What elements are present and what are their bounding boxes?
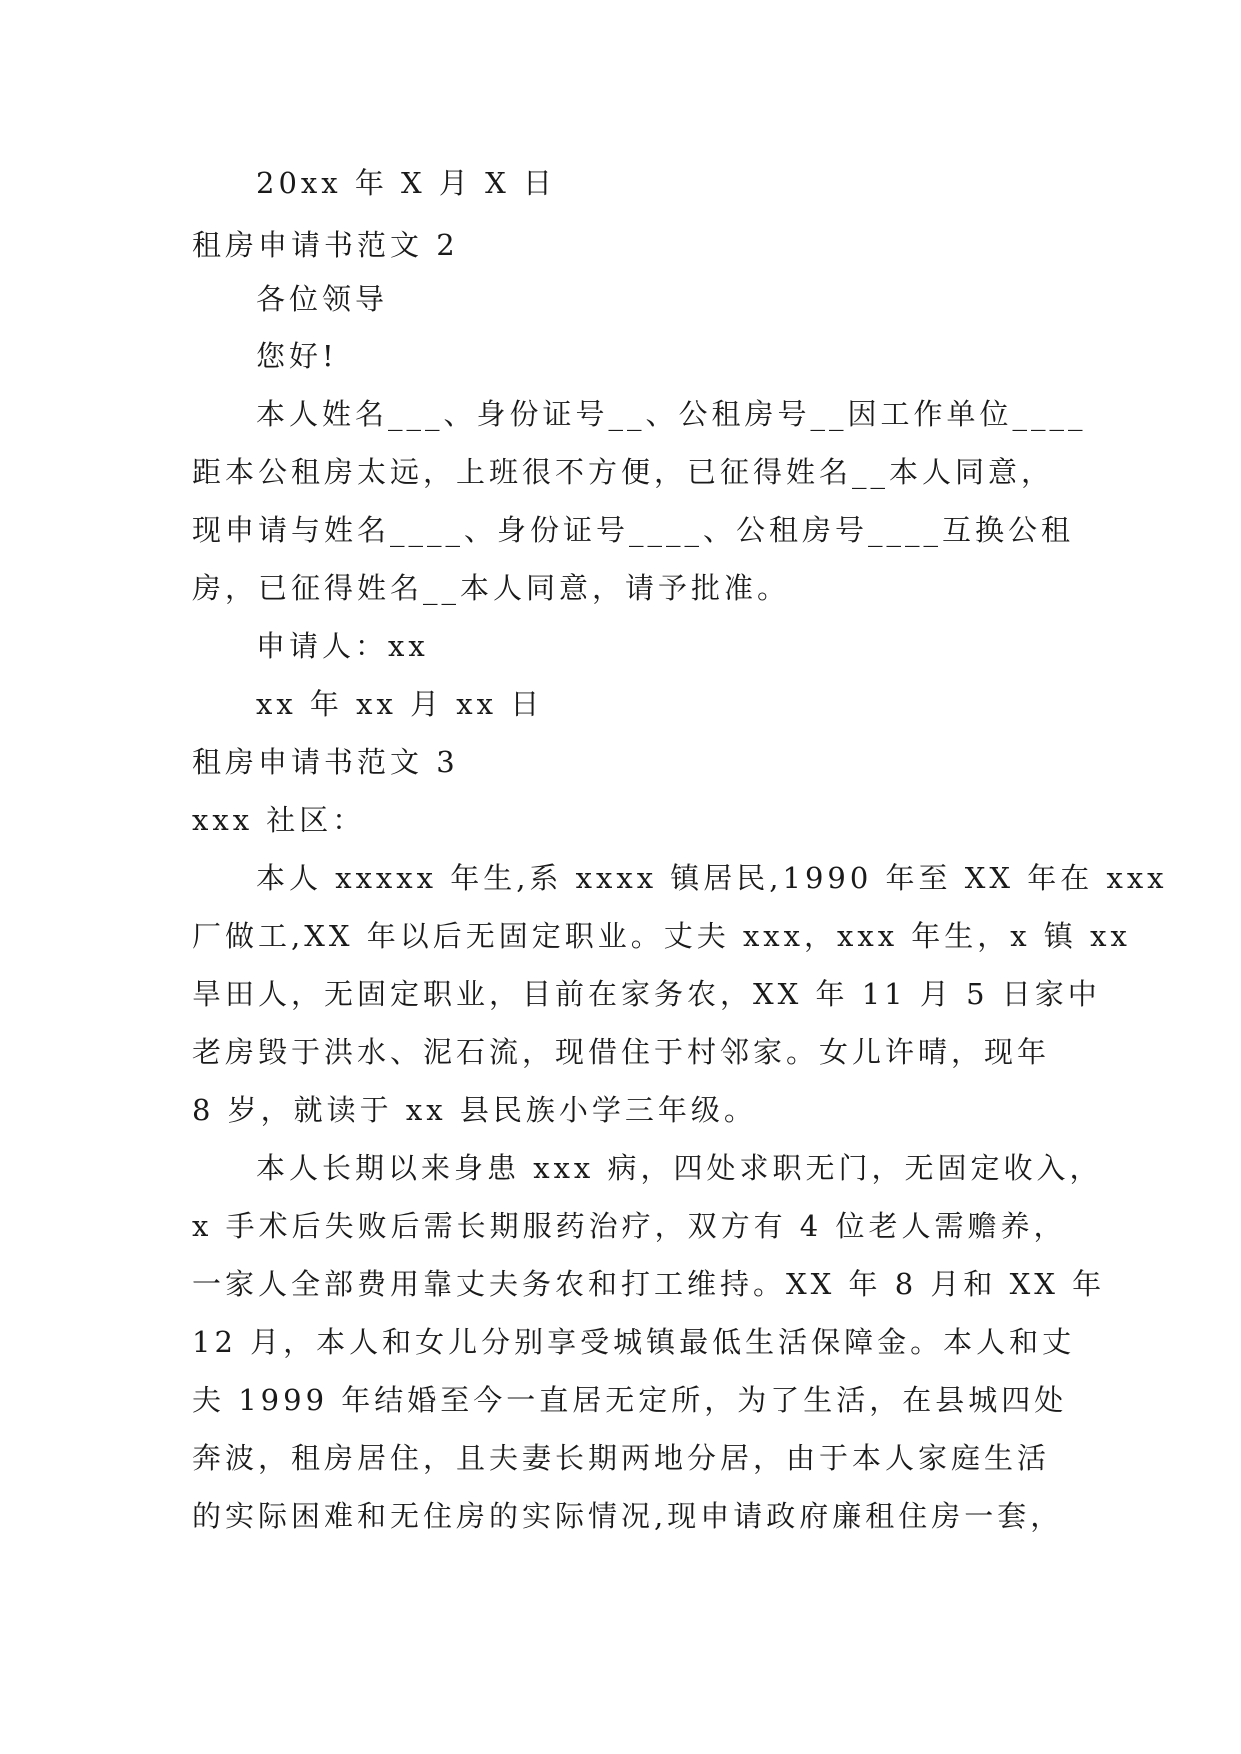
paragraph-line: 现申请与姓名____、身份证号____、公租房号____互换公租 — [192, 513, 1075, 547]
paragraph-line: 夫 1999 年结婚至今一直居无定所，为了生活，在县城四处 — [192, 1383, 1068, 1417]
paragraph-line: x 手术后失败后需长期服药治疗，双方有 4 位老人需赡养， — [192, 1209, 1067, 1243]
paragraph-line: 距本公租房太远，上班很不方便，已征得姓名__本人同意， — [192, 455, 1055, 489]
paragraph-line: 的实际困难和无住房的实际情况,现申请政府廉租住房一套， — [192, 1499, 1064, 1533]
paragraph-line: 本人 xxxxx 年生,系 xxxx 镇居民,1990 年至 XX 年在 xxx — [256, 861, 1168, 895]
paragraph-line: 老房毁于洪水、泥石流，现借住于村邻家。女儿许晴，现年 — [192, 1035, 1051, 1069]
paragraph-line: 厂做工,XX 年以后无固定职业。丈夫 xxx，xxx 年生，x 镇 xx — [192, 919, 1131, 953]
paragraph-line: 一家人全部费用靠丈夫务农和打工维持。XX 年 8 月和 XX 年 — [192, 1267, 1106, 1301]
paragraph-line: 8 岁，就读于 xx 县民族小学三年级。 — [192, 1093, 757, 1127]
section-heading-3: 租房申请书范文 3 — [192, 745, 459, 779]
paragraph-line: 本人姓名___、身份证号__、公租房号__因工作单位____ — [256, 397, 1087, 431]
paragraph-line: 12 月，本人和女儿分别享受城镇最低生活保障金。本人和丈 — [192, 1325, 1076, 1359]
section-heading-2: 租房申请书范文 2 — [192, 228, 459, 262]
salutation: 各位领导 — [256, 282, 389, 316]
paragraph-line: 奔波，租房居住，且夫妻长期两地分居，由于本人家庭生活 — [192, 1441, 1051, 1475]
paragraph-line: 本人长期以来身患 xxx 病，四处求职无门，无固定收入， — [256, 1151, 1103, 1185]
greeting: 您好! — [256, 339, 338, 373]
paragraph-line: 旱田人，无固定职业，目前在家务农，XX 年 11 月 5 日家中 — [192, 977, 1101, 1011]
date-line: 20xx 年 X 月 X 日 — [256, 166, 556, 200]
applicant-line: 申请人：xx — [256, 629, 429, 663]
paragraph-line: 房，已征得姓名__本人同意，请予批准。 — [192, 571, 791, 605]
addressee-line: xxx 社区： — [192, 803, 366, 837]
signature-date-line: xx 年 xx 月 xx 日 — [256, 687, 544, 721]
